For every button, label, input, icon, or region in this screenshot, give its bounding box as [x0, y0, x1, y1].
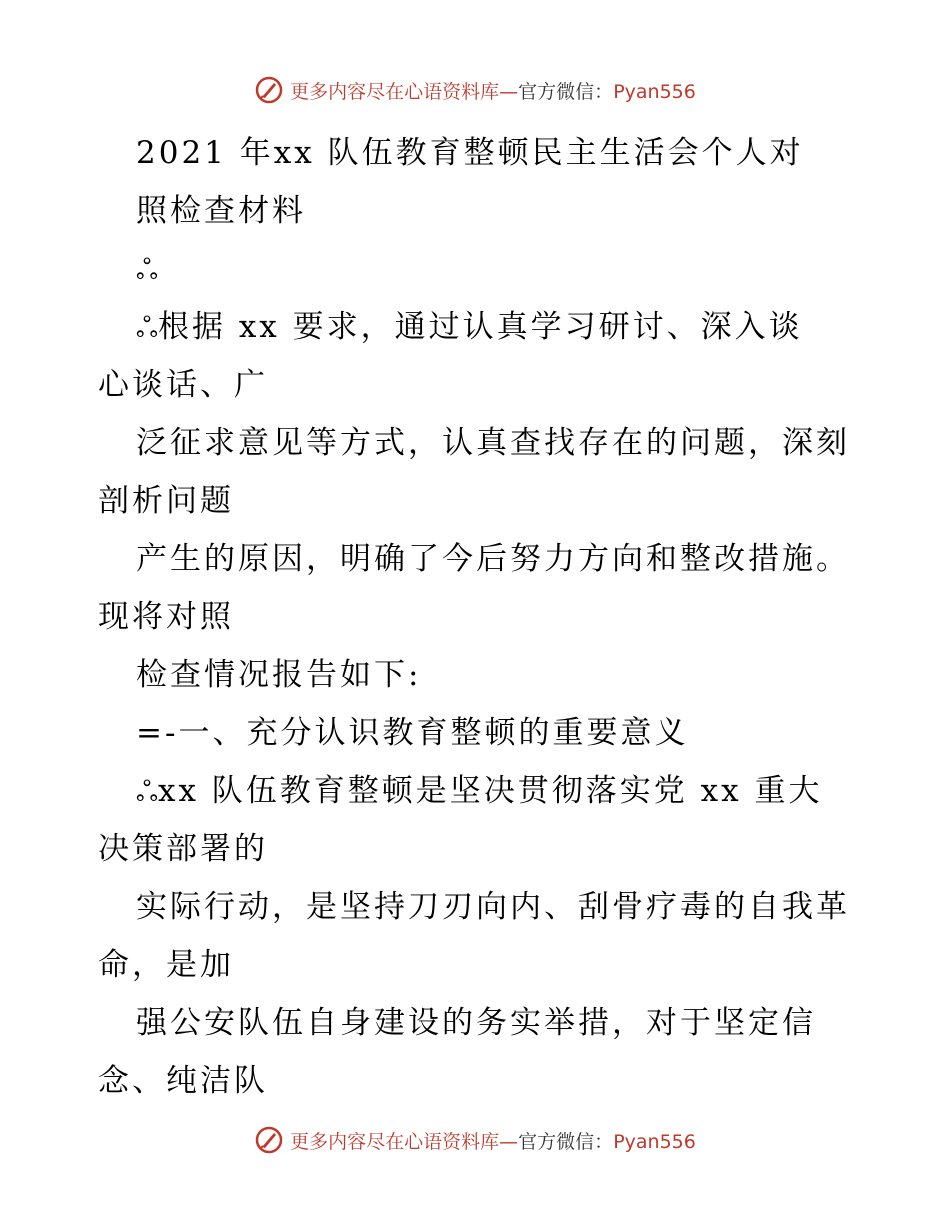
banner-wechat-id: Pyan556 — [613, 1130, 696, 1153]
doc-line — [98, 762, 858, 820]
doc-line — [98, 936, 858, 994]
banner-wechat-id: Pyan556 — [613, 80, 696, 103]
doc-line — [98, 994, 858, 1052]
doc-line — [98, 530, 858, 588]
heading-text: =-一、充分认识教育整顿的重要意义 — [136, 715, 689, 751]
line-text: 2021 年xx 队伍教育整顿民主生活会个人对 — [136, 135, 804, 171]
document-body — [98, 124, 858, 1110]
banner-text — [290, 1127, 696, 1154]
doc-line — [98, 820, 858, 878]
line-text: 念、纯洁队 — [98, 1063, 268, 1099]
line-text: 实际行动，是坚持刀刃向内、刮骨疗毒的自我革 — [136, 889, 850, 925]
doc-line — [98, 298, 858, 356]
doc-line — [98, 182, 858, 240]
section-heading — [98, 704, 858, 762]
banner-wechat-label: 官方微信： — [518, 1130, 614, 1153]
banner-wechat-label: 官方微信： — [518, 80, 614, 103]
doc-line — [98, 1052, 858, 1110]
flourish-icon: ஃ — [136, 253, 158, 286]
banner-main-text: 更多内容尽在心语资料库— — [290, 1130, 519, 1153]
line-text: 根据 xx 要求，通过认真学习研讨、深入谈 — [157, 309, 803, 345]
line-text: xx 队伍教育整顿是坚决贯彻落实党 xx 重大 — [157, 773, 823, 809]
line-text: 命，是加 — [98, 947, 234, 983]
banner-text — [290, 77, 696, 104]
line-text: 心谈话、广 — [98, 367, 268, 403]
doc-line — [98, 646, 858, 704]
line-text: 现将对照 — [98, 599, 234, 635]
header-banner — [0, 70, 950, 110]
quill-logo-icon — [254, 1125, 284, 1155]
doc-line — [98, 124, 858, 182]
doc-line — [98, 240, 858, 298]
footer-banner — [0, 1120, 950, 1160]
doc-line — [98, 472, 858, 530]
line-text: 产生的原因，明确了今后努力方向和整改措施。 — [136, 541, 850, 577]
doc-line — [98, 878, 858, 936]
quill-logo-icon — [254, 75, 284, 105]
line-text: 决策部署的 — [98, 831, 268, 867]
line-text: 检查情况报告如下: — [136, 657, 422, 693]
line-text: 强公安队伍自身建设的务实举措，对于坚定信 — [136, 1005, 816, 1041]
line-text: 剖析问题 — [98, 483, 234, 519]
doc-line — [98, 356, 858, 414]
banner-main-text: 更多内容尽在心语资料库— — [290, 80, 519, 103]
doc-line — [98, 588, 858, 646]
line-text: 照检查材料 — [136, 193, 306, 229]
doc-line — [98, 414, 858, 472]
flourish-icon: ஃ — [136, 775, 158, 808]
line-text: 泛征求意见等方式，认真查找存在的问题，深刻 — [136, 425, 850, 461]
flourish-icon: ஃ — [136, 311, 158, 344]
